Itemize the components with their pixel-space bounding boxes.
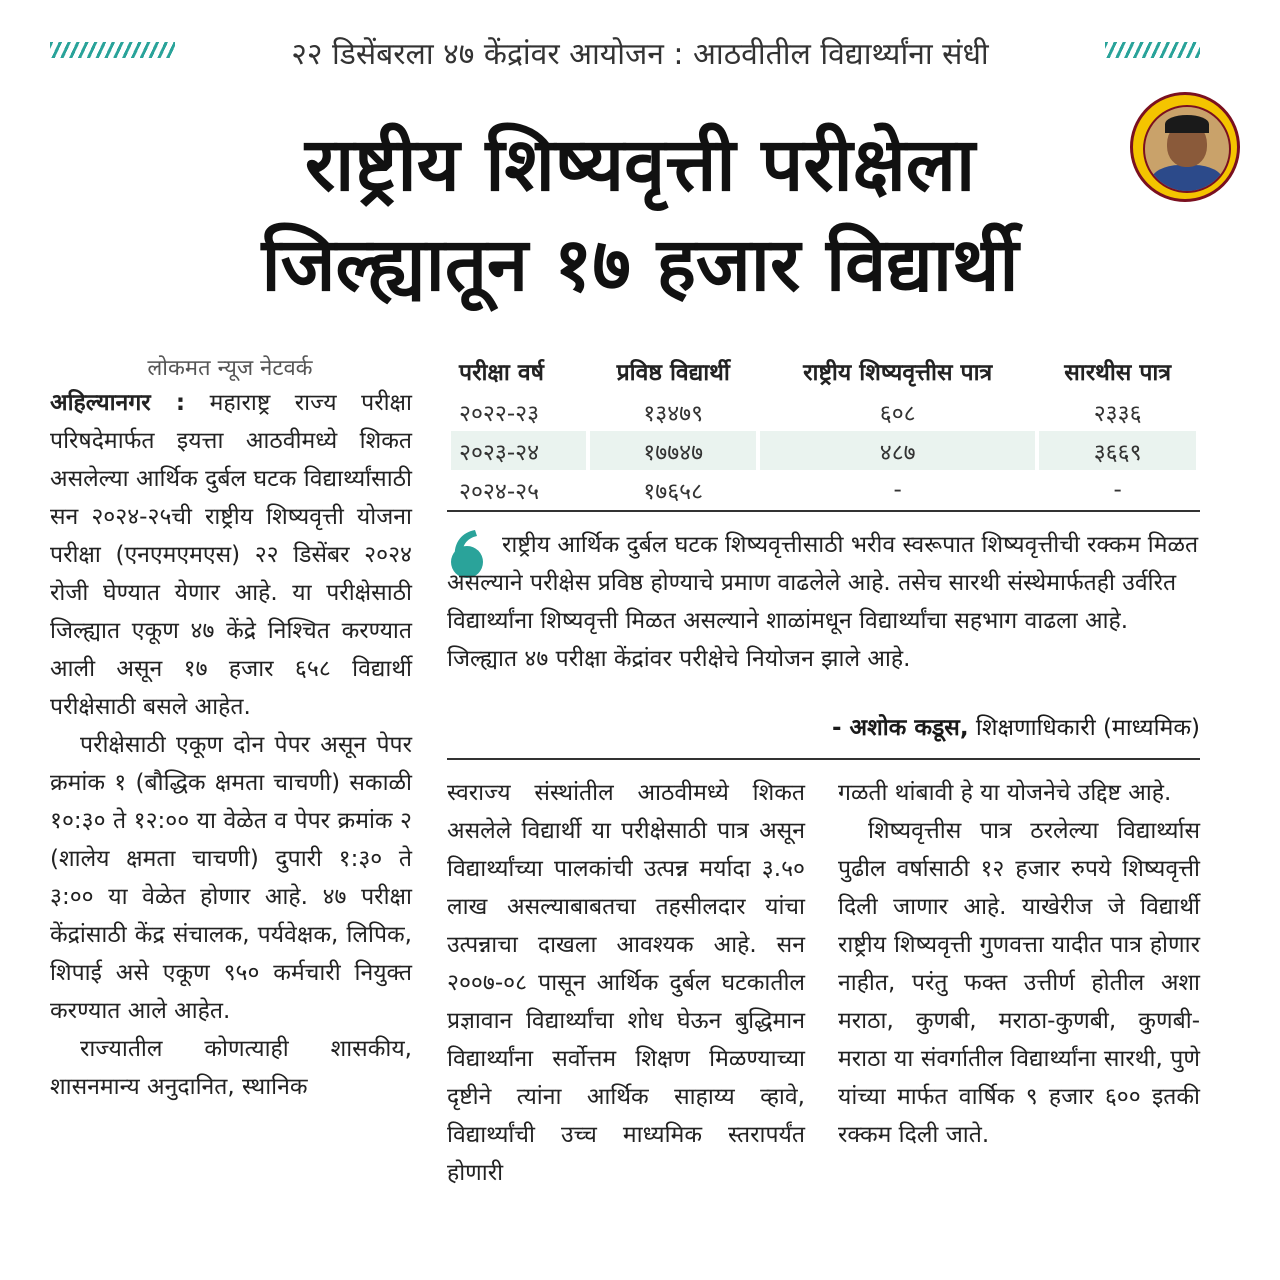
article-paragraph-3b: स्वराज्य संस्थांतील आठवीमध्ये शिकत असलेले विद्यार्थी या परीक्षेसाठी पात्र असून विद्यार्थ्यांच्या पालकांची उत्पन्न मर्यादा ३.५० लाख असल्याबाबतचा तहसीलदार यांचा उत्पन्नाचा दाखला आवश्यक आहे. सन २००७-०८ पासून आर्थिक दुर्बल घटकातील प्रज्ञावान विद्यार्थ्यांचा शोध घेऊन बुद्धिमान विद्यार्थ्यांना सर्वोत्तम शिक्षण मिळण्याच्या दृष्टीने त्यांना आर्थिक साहाय्य व्हावे, विद्यार्थ्यांची उच्च माध्यमिक स्तरापर्यंत होणारी <box>447 780 805 1186</box>
table-cell: ४८७ <box>760 431 1035 470</box>
table-cell: - <box>893 476 902 503</box>
quote-designation: शिक्षणाधिकारी (माध्यमिक) <box>975 715 1200 741</box>
headline-line-1: राष्ट्रीय शिष्यवृत्ती परीक्षेला <box>304 122 976 208</box>
author-photo-badge <box>1130 92 1240 202</box>
kicker-bar <box>50 32 1200 72</box>
table-row <box>451 470 1196 509</box>
pull-quote <box>447 526 1200 678</box>
table-cell: २०२३-२४ <box>451 431 586 470</box>
table-row <box>451 392 1196 431</box>
dateline-place: अहिल्यानगर : <box>50 390 186 416</box>
scholarship-stats-table <box>447 350 1200 509</box>
table-cell: ३६६९ <box>1039 431 1196 470</box>
table-cell: १७७४७ <box>590 431 756 470</box>
table-cell: २०२२-२३ <box>459 400 540 427</box>
quote-attribution <box>447 710 1200 742</box>
table-cell: २०२४-२५ <box>459 478 540 505</box>
article-column-1 <box>50 384 412 1106</box>
pull-quote-text: राष्ट्रीय आर्थिक दुर्बल घटक शिष्यवृत्तीसाठी भरीव स्वरूपात शिष्यवृत्तीची रक्कम मिळत असल्याने परीक्षेस प्रविष्ठ होण्याचे प्रमाण वाढलेले आहे. तसेच सारथी संस्थेमार्फतही उर्वरित विद्यार्थ्यांना शिष्यवृत्ती मिळत असल्याने शाळांमधून विद्यार्थ्यांचा सहभाग वाढला आहे. जिल्ह्यात ४७ परीक्षा केंद्रांवर परीक्षेचे नियोजन झाले आहे. <box>447 532 1199 672</box>
portrait-photo <box>1143 105 1231 193</box>
table-header-cell: राष्ट्रीय शिष्यवृत्तीस पात्र <box>803 360 993 386</box>
article-text: महाराष्ट्र राज्य परीक्षा परिषदेमार्फत इयत्ता आठवीमध्ये शिकत असलेल्या आर्थिक दुर्बल घटक विद्यार्थ्यांसाठी सन २०२४-२५ची राष्ट्रीय शिष्यवृत्ती योजना परीक्षा (एनएमएमएस) २२ डिसेंबर २०२४ रोजी घेण्यात येणार आहे. या परीक्षेसाठी जिल्ह्यात एकूण ४७ केंद्रे निश्चित करण्यात आली असून १७ हजार ६५८ विद्यार्थी परीक्षेसाठी बसले आहेत. <box>50 390 412 720</box>
table-cell: ६०८ <box>879 400 916 427</box>
table-header-row <box>451 350 1196 392</box>
table-row <box>451 431 1196 470</box>
byline: लोकमत न्यूज नेटवर्क <box>147 356 313 381</box>
headline-line-2: जिल्ह्यातून १७ हजार विद्यार्थी <box>261 222 1019 308</box>
table-header-cell: परीक्षा वर्ष <box>459 360 544 386</box>
article-paragraph-1 <box>50 384 412 726</box>
divider <box>447 758 1200 760</box>
table-header-cell: सारथीस पात्र <box>1064 360 1172 386</box>
table-cell: १३४७९ <box>643 400 704 427</box>
article-paragraph-4: शिष्यवृत्तीस पात्र ठरलेल्या विद्यार्थ्यास पुढील वर्षासाठी १२ हजार रुपये शिष्यवृत्ती दिली जाणार आहे. याखेरीज जे विद्यार्थी राष्ट्रीय शिष्यवृत्ती गुणवत्ता यादीत पात्र होणार नाहीत, परंतु फक्त उत्तीर्ण होतील अशा मराठा, कुणबी, मराठा-कुणबी, कुणबी-मराठा या संवर्गातील विद्यार्थ्यांना सारथी, पुणे यांच्या मार्फत वार्षिक ९ हजार ६०० इतकी रक्कम दिली जाते. <box>838 818 1200 1148</box>
quote-author: - अशोक कडूस, <box>831 715 969 741</box>
divider <box>447 510 1200 512</box>
hatch-decoration-left <box>50 42 175 58</box>
hatch-decoration-right <box>1105 42 1200 58</box>
table-cell: १७६५८ <box>643 478 704 505</box>
article-paragraph-2: परीक्षेसाठी एकूण दोन पेपर असून पेपर क्रमांक १ (बौद्धिक क्षमता चाचणी) सकाळी १०:३० ते १२:०० या वेळेत व पेपर क्रमांक २ (शालेय क्षमता चाचणी) दुपारी १:३० ते ३:०० या वेळेत होणार आहे. ४७ परीक्षा केंद्रांसाठी केंद्र संचालक, पर्यवेक्षक, लिपिक, शिपाई असे एकूण ९५० कर्मचारी नियुक्त करण्यात आले आहेत. <box>50 732 412 1024</box>
table-cell: २३३६ <box>1093 400 1142 427</box>
table-cell: - <box>1113 476 1122 503</box>
article-paragraph-3c: गळती थांबावी हे या योजनेचे उद्दिष्ट आहे. <box>838 780 1172 806</box>
article-column-2 <box>447 774 805 1192</box>
article-paragraph-3a: राज्यातील कोणत्याही शासकीय, शासनमान्य अनुदानित, स्थानिक <box>50 1036 412 1100</box>
kicker-text: २२ डिसेंबरला ४७ केंद्रांवर आयोजन : आठवीतील विद्यार्थ्यांना संधी <box>291 37 989 72</box>
table-header-cell: प्रविष्ठ विद्यार्थी <box>616 360 730 386</box>
article-column-3 <box>838 774 1200 1154</box>
